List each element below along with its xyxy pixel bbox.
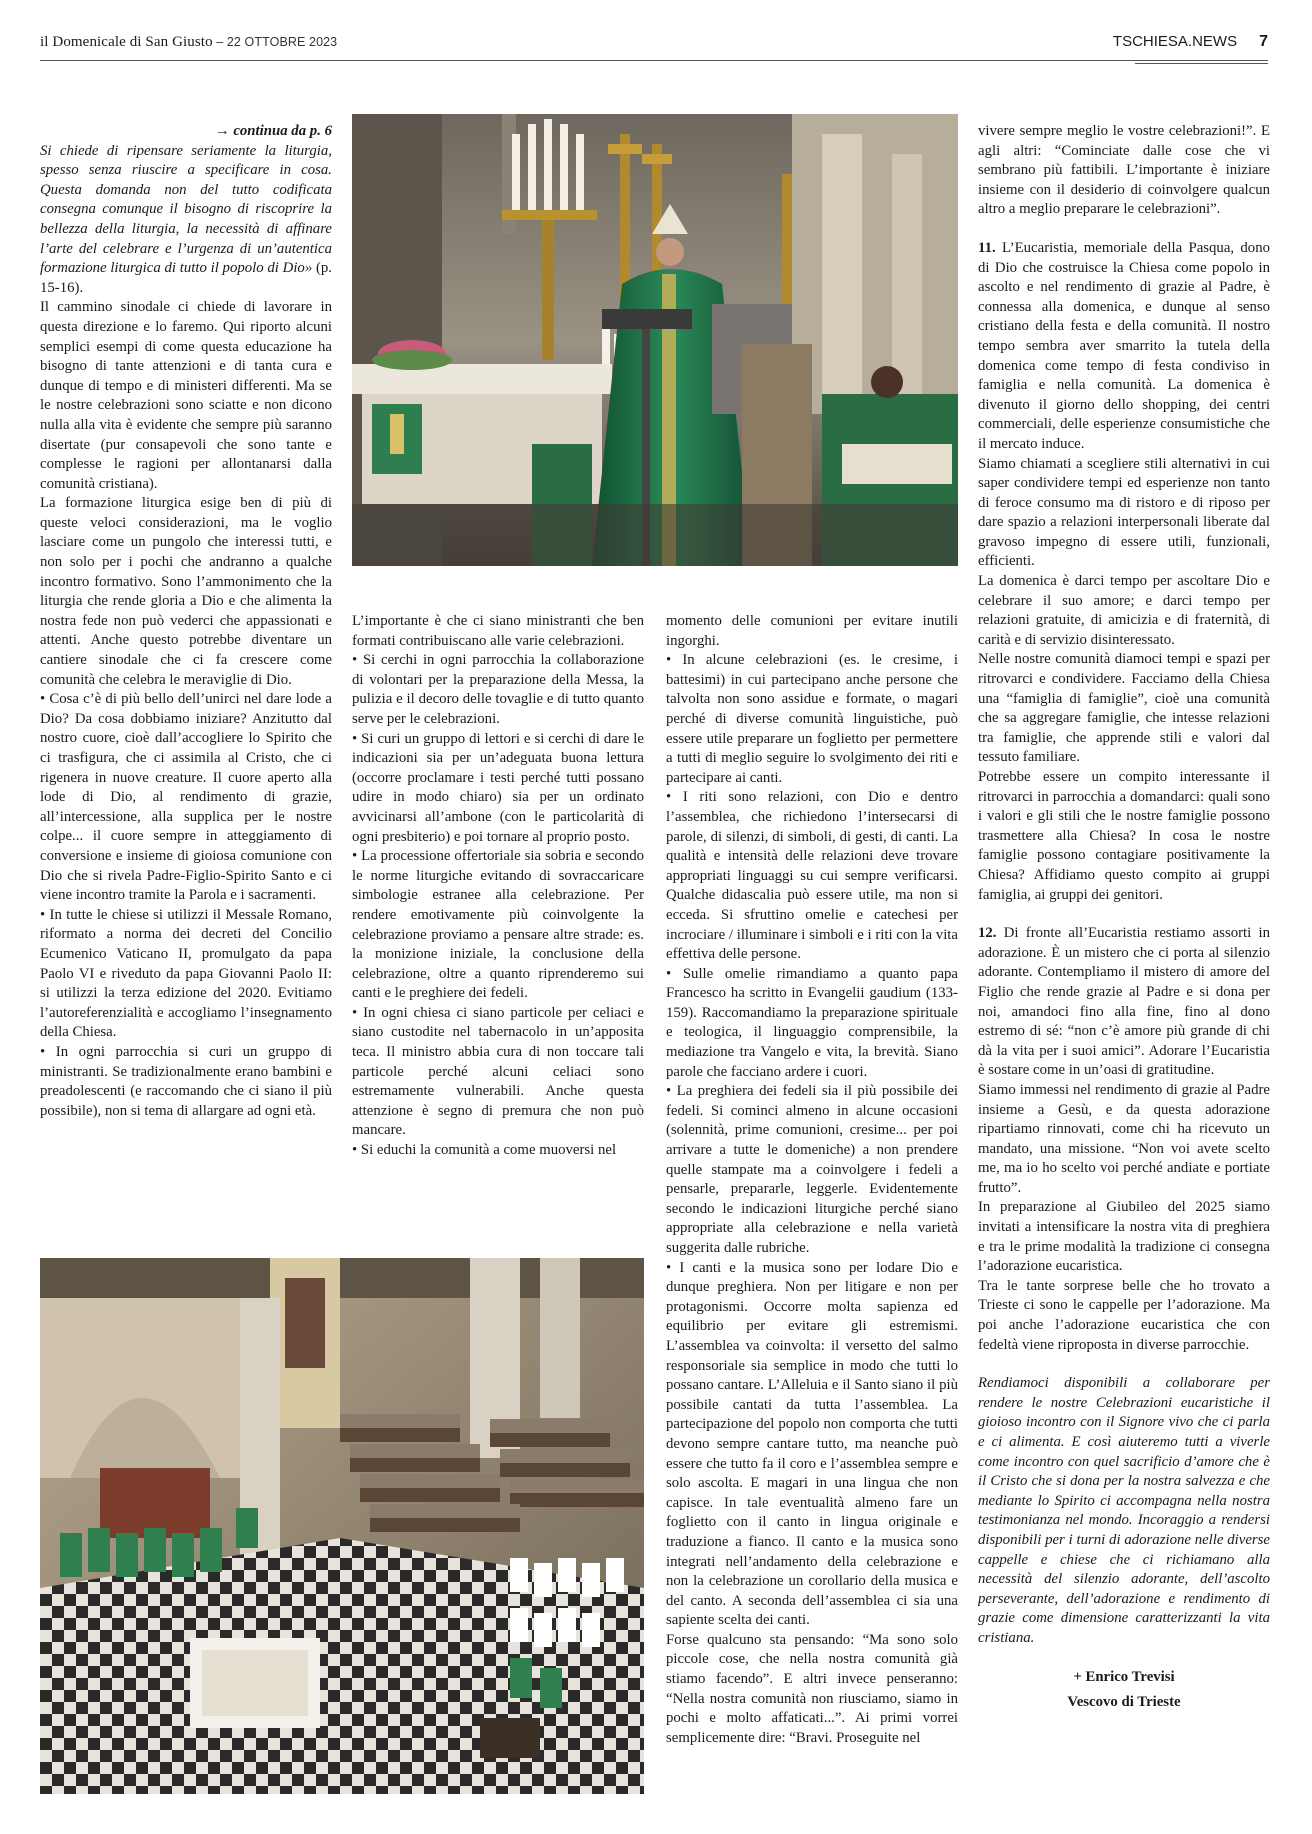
section-12-lead: 12. Di fronte all’Eucaristia restiamo assorti in adorazione. È un mistero che ci porta al silenzio adorante. Contempliamo il mistero di amore del Figlio che rende grazie al Padre e si dona per noi, amandoci fino alla fine, fino al dono estremo di sé: “non c’è amore più grande di chi dà la vita per i suoi amici”. Adorare l’Eucaristia è sostare come in un’oasi di gratitudine. — [978, 925, 1270, 1079]
paragraph: • La processione offertoriale sia sobria e secondo le norme liturgiche evitando di sovraccaricare simbologie estranee alla celebrazione. Per rendere emotivamente più coinvolgente la celebrazione proviamo a pensare altre strade: es. la monizione iniziale, la conclusione della celebrazione, oltre a quanto riprenderemo sui canti e le preghiere dei fedeli. — [352, 848, 644, 1002]
paragraph: Potrebbe essere un compito interessante il ritrovarci in parrocchia a domandarci: quali sono i valori e gli stili che le nostre famiglie possono trasmettere alla Chiesa? In cosa le nostre famiglie possono contagiare positivamente la Chiesa? Affidiamo questo compito ai gruppi famiglia, ai gruppi dei genitori. — [978, 769, 1270, 903]
paragraph: Nelle nostre comunità diamoci tempi e spazi per ritrovarci e condividere. Facciamo della Chiesa una “famiglia di famiglie”, cioè una comunità che sa aggregare famiglie, che intesse relazioni tra famiglie, che apprende stili e valori dal tessuto familiare. — [978, 651, 1270, 766]
page-number: 7 — [1259, 33, 1268, 50]
paragraph: • Si cerchi in ogni parrocchia la collaborazione di volontari per la preparazione della Messa, la pulizia e il decoro delle tovaglie e di tutto quanto serve per le celebrazioni. — [352, 652, 644, 727]
photo-bishop-altar-image — [352, 114, 958, 566]
paragraph: Il cammino sinodale ci chiede di lavorare in questa direzione e lo faremo. Qui riporto alcuni semplici esempi di come questa educazione ha bisogno di tante attenzioni e di tanta cura e dunque di tempo e di ministeri differenti. Ma se le nostre celebrazioni sono sciatte e non dicono nulla alla vita è evidente che sempre più saranno disertate (pur consapevoli che sono tante e complesse le ragioni per allontanarsi dalla comunità cristiana). — [40, 299, 332, 492]
photo-bishop-altar — [352, 114, 958, 566]
paragraph: • Cosa c’è di più bello dell’unirci nel dare lode a Dio? Da cosa dobbiamo iniziare? Anzitutto dal nostro cuore, cioè dall’accogliere lo Spirito che ci trasfigura, che ci assimila al Cristo, che ci rigenera in nuove creature. Il cuore aperto alla lode di Dio, al rendimento di grazie, all’intercessione, alla supplica per le nostre colpe... il cuore sempre in atteggiamento di conversione e insieme di gioiosa comunione con Dio che si rivela Padre-Figlio-Spirito Santo e ci viene incontro tramite la Parola e i sacramenti. — [40, 691, 332, 904]
paragraph: • In alcune celebrazioni (es. le cresime, i battesimi) in cui partecipano anche persone che talvolta non sono assidue e formate, o magari perché di diverse comunità linguistiche, può essere utile preparare un foglietto per permettere a tutti di meglio seguire lo svolgimento dei riti e partecipare ai canti. — [666, 652, 958, 786]
quote-reference: (p. 15-16). — [40, 260, 332, 296]
signature-title: Vescovo di Trieste — [1067, 1694, 1181, 1711]
article-column-4 — [978, 122, 1270, 1812]
masthead — [40, 34, 337, 51]
paragraph: • In ogni chiesa ci siano particole per celiaci e siano custodite nel tabernacolo in un’apposita teca. Il ministro abbia cura di non toccare tali particole perché alcuni celiaci sono estremamente vulnerabili. Anche questa attenzione è segno di premura che non può mancare. — [352, 1004, 644, 1139]
header-right — [1113, 33, 1268, 51]
photo-cathedral-nave — [40, 1258, 644, 1794]
paragraph: • In ogni parrocchia si curi un gruppo di ministranti. Se tradizionalmente erano bambini e preadolescenti (e raccomando che ci siano il più possibile), non si tema di allargare ad ogni età. — [40, 1043, 332, 1119]
header-rule-accent — [1135, 63, 1268, 64]
paragraph: Siamo immessi nel rendimento di grazie al Padre insieme a Gesù, e da questa adorazione ripartiamo rinnovati, come chi ha ricevuto un mandato, una missione. “Non voi avete scelto me, ma io ho scelto voi perché andiate e portiate frutto”. — [978, 1081, 1270, 1196]
paragraph: Siamo chiamati a scegliere stili alternativi in cui saper condividere tempi ed esperienze non tanto di feroce consumo ma di ristoro e di riposo per dare spazio a relazioni interpersonali liberate dal gravoso impegno di essere utili, funzionali, efficienti. — [978, 455, 1270, 570]
issue-date: – 22 OTTOBRE 2023 — [212, 35, 338, 49]
quote-text: Si chiede di ripensare seriamente la liturgia, spesso senza riuscire a specificare in cosa. Questa domanda non del tutto codificata consegna comunque il bisogno di riscoprire la bellezza della liturgia, la necessità di affinare l’arte del celebrare e l’urgenza di un’autentica formazione liturgica di tutto il popolo di Dio» — [40, 142, 332, 277]
photo-cathedral-nave-image — [40, 1258, 644, 1794]
section-11-lead: 11. L’Eucaristia, memoriale della Pasqua, dono di Dio che costruisce la Chiesa come popolo in ascolto e nel rendimento di grazie al Padre, è connessa alla domenica, e dunque al senso cristiano della festa e della comunità. Il nostro tempo sembra aver smarrito la tutela della domenica come tempo di festa condiviso in famiglia e nella comunità. La domenica è divenuto il giorno dello shopping, dei centri commerciali, delle esperienze consumistiche che il mercato induce. — [978, 239, 1270, 452]
article-column-1 — [40, 122, 332, 1212]
site-link[interactable]: TSCHIESA.NEWS — [1112, 33, 1238, 50]
quoted-passage — [40, 142, 332, 299]
paragraph: • I riti sono relazioni, con Dio e dentro l’assemblea, che richiedono l’intersecarsi di parole, di silenzi, di simboli, di gesti, di canti. La qualità e intensità delle relazioni deve trovare appropriati linguaggi su cui sempre verificarsi. Qualche didascalia può essere utile, ma non si ecceda. Si sfruttino omelie e catechesi per incrociare / illuminare i simboli e i riti con la vita effettiva delle persone. — [666, 789, 958, 963]
paragraph: L’importante è che ci siano ministranti che ben formati contribuiscano alle varie celebrazioni. — [352, 613, 644, 649]
article-column-3 — [666, 612, 958, 1802]
paragraph: • I canti e la musica sono per lodare Dio e dunque preghiera. Non per litigare e non per protagonismi. Occorre molta sapienza ed equilibrio per evitare gli estremismi. L’assemblea va coinvolta: il versetto del salmo responsoriale sia semplice in modo che tutti lo possano cantare. L’Alleluia e il Santo siano il più possibile cantati da tutta l’assemblea. La partecipazione del popolo non comporta che tutti devono sempre cantare tutto, ma neanche può essere che tutto fa il coro e l’assemblea sempre e solo ascolta. E magari in una lingua che non capisce. In tale eventualità almeno fare un foglietto con il canto in lingua originale e traduzione a fianco. Il canto e la musica sono integrati nell’andamento della celebrazione e non la celebrazione un corollario della musica e del canto. A seconda dell’assemblea ci sia una sapiente scelta dei canti. — [666, 1259, 958, 1629]
closing-exhortation: Rendiamoci disponibili a collaborare per rendere le nostre Celebrazioni eucaristiche il gioioso incontro con il Signore vivo che ci parla e ci alimenta. E così aiuteremo tutti a viverle come incontro con quel sacrificio d’amore che è il Cristo che si dona per la nostra salvezza e che mediante lo Spirito ci accompagna nella nostra testimonianza nel mondo. Incoraggio a rendersi disponibili per i turni di adorazione nelle diverse cappelle e chiese che ci richiamano alla necessità del silenzio adorante, dell’ascolto perseverante, dell’adorazione e rendimento di grazie come dimensione caratterizzanti la vita cristiana. — [978, 1375, 1270, 1646]
paragraph: La domenica è darci tempo per ascoltare Dio e celebrare il suo amore; e darci tempo per relazioni gratuite, di amicizia e di fraternità, di carità e di servizio disinteressato. — [978, 573, 1270, 648]
paragraph: • In tutte le chiese si utilizzi il Messale Romano, riformato a norma dei decreti del Concilio Ecumenico Vaticano II, promulgato da papa Paolo VI e riveduto da papa Giovanni Paolo II: si utilizzi la terza edizione del 2020. Evitiamo l’autoreferenzialità e accogliamo l’insegnamento della Chiesa. — [40, 906, 332, 1041]
paragraph: • La preghiera dei fedeli sia il più possibile dei fedeli. Si cominci almeno in alcune occasioni (solennità, prime comunioni, cresime... per poi arrivare a tutte le domeniche) a non prendere quelle stampate ma a coinvolgere i fedeli a pensarle, prepararle, leggerle. Evidentemente secondo le indicazioni liturgiche perché siano appropriate alla celebrazione e nella varietà suggerita dalle rubriche. — [666, 1083, 958, 1256]
continued-from-link[interactable]: → continua da p. 6 — [214, 123, 332, 139]
publication-name: il Domenicale di San Giusto — [40, 34, 213, 50]
paragraph: momento delle comunioni per evitare inutili ingorghi. — [666, 613, 958, 649]
paragraph: • Sulle omelie rimandiamo a quanto papa Francesco ha scritto in Evangelii gaudium (133-159). Raccomandiamo la preparazione spirituale e teologica, il linguaggio comprensibile, la mediazione tra Vangelo e vita, la brevità. Siano parole che facciano ardere i cuori. — [666, 965, 958, 1080]
paragraph: In preparazione al Giubileo del 2025 siamo invitati a intensificare la nostra vita di preghiera e tra le prime modalità la tradizione ci consegna l’adorazione eucaristica. — [978, 1199, 1270, 1275]
signature-name: + Enrico Trevisi — [1073, 1668, 1175, 1685]
paragraph: La formazione liturgica esige ben di più di queste veloci considerazioni, ma le voglio lasciare come un pungolo che interessi tutti, e non solo per i pochi che andranno a qualche incontro formativo. Sono l’ammonimento che la liturgia che rende gloria a Dio e che alimenta la nostra fede non può vederci che appassionati e attenti. Anche questo potrebbe diventare un cantiere sinodale che ci fa crescere come comunità che celebra le meraviglie di Dio. — [40, 495, 332, 688]
article-column-2 — [352, 612, 644, 1232]
paragraph: vivere sempre meglio le vostre celebrazioni!”. E agli altri: “Cominciate dalle cose che vi sembrano più fattibili. L’importante è iniziare insieme con il desiderio di coinvolgere qualcun altro a meglio preparare le celebrazioni”. — [978, 123, 1270, 218]
header-rule — [40, 60, 1268, 61]
paragraph: Tra le tante sorprese belle che ho trovato a Trieste ci sono le cappelle per l’adorazione. Ma poi anche l’adorazione eucaristica che con fedeltà viene riproposta in diverse parrocchie. — [978, 1277, 1270, 1353]
paragraph: • Si curi un gruppo di lettori e si cerchi di dare le indicazioni sia per un’adeguata buona lettura (occorre proclamare i testi perché tutti possano udire in modo chiaro) sia per un ordinato avvicinarsi all’ambone (con le particolarità di ogni presbiterio) e poi tornare al proprio posto. — [352, 730, 644, 845]
paragraph: Forse qualcuno sta pensando: “Ma sono solo piccole cose, che nella nostra comunità già stiamo facendo”. E altri invece penseranno: “Nella nostra comunità non riusciamo, siamo in pochi e molto affaticati...”. Ai primi vorrei semplicemente dire: “Bravi. Proseguite nel — [666, 1631, 958, 1746]
section-11-number: 11. — [978, 239, 996, 256]
section-12-number: 12. — [978, 925, 997, 942]
paragraph: • Si educhi la comunità a come muoversi nel — [352, 1142, 617, 1159]
